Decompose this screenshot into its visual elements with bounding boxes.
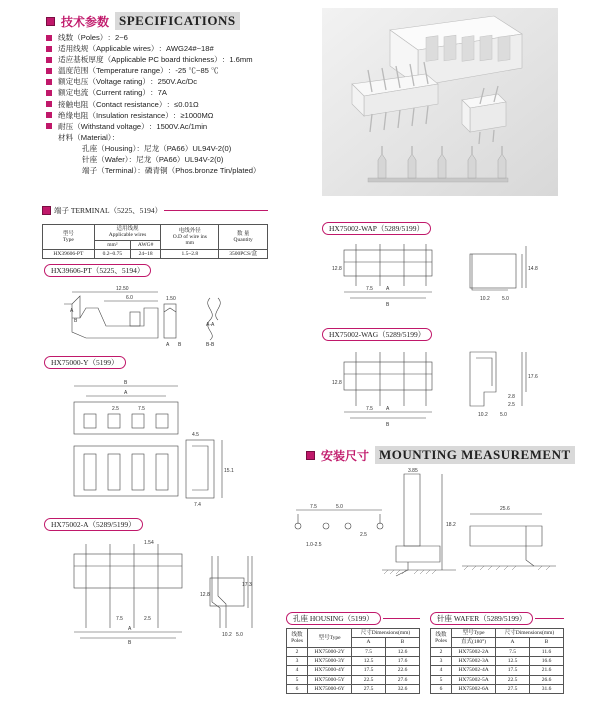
table-row: 3 HX75000-3Y 12.5 17.6 — [287, 656, 420, 665]
wafer-table: 线数 Poles 型号Type 尺寸Dimensions(mm) 直式(180°) A B 2 HX75002-2A 7.5 11.6 3 HX75002-3A 12.5 16.6 4 HX75002-4A 17.5 21.6 5 HX75002-5A 22.5 26.6 6 HX75002-6A 27.5 31.6 — [430, 628, 564, 694]
housing-table: 线数 Poles 型号Type 尺寸Dimensions(mm) A B 2 HX75000-2Y 7.5 12.6 3 HX75000-3Y 12.5 17.6 4 HX75000-4Y 17.5 22.6 5 HX75000-5Y 22.5 27.6 6 HX75000-6Y 27.5 32.6 — [286, 628, 420, 694]
spec-item: 接触电阻 （Contact resistance） ：≤0.01Ω — [46, 99, 316, 110]
wag-title: HX75002-WAG（5289/5199） — [322, 328, 432, 341]
title-square-icon — [306, 451, 315, 460]
terminal-col-od: 电线外径 O.D of wire ins mm — [161, 225, 219, 250]
svg-text:7.5: 7.5 — [310, 504, 317, 510]
housing-col-dim: 尺寸Dimensions(mm) — [352, 629, 420, 638]
svg-text:25.6: 25.6 — [500, 506, 510, 512]
spec-list — [46, 32, 316, 176]
terminal-col-mm2: mm² — [94, 240, 130, 249]
svg-text:12.8: 12.8 — [200, 592, 210, 598]
bullet-icon — [46, 101, 52, 107]
wafer-header: 针座 WAFER（5289/5199） — [430, 612, 564, 625]
a-title: HX75002-A（5289/5199） — [44, 518, 143, 531]
wap-drawing — [330, 240, 550, 310]
svg-text:10.2: 10.2 — [478, 412, 488, 418]
header-square-icon — [42, 206, 51, 215]
svg-text:12.50: 12.50 — [116, 286, 129, 292]
svg-text:17.6: 17.6 — [528, 374, 538, 380]
svg-text:5.0: 5.0 — [236, 632, 243, 638]
product-photo — [322, 8, 558, 196]
svg-text:7.5: 7.5 — [116, 616, 123, 622]
table-row: 6 HX75002-6A 27.5 31.6 — [431, 684, 564, 693]
bullet-icon — [46, 90, 52, 96]
svg-text:12.8: 12.8 — [332, 266, 342, 272]
housing-drawing — [46, 376, 246, 508]
spec-item: 适用线规 （Applicable wires） ：AWG24#~18# — [46, 43, 316, 54]
spec-material: 针座（Wafer）：尼龙（PA66）UL94V-2(0) — [82, 155, 224, 165]
svg-text:B: B — [124, 380, 128, 386]
svg-text:18.2: 18.2 — [446, 522, 456, 528]
svg-text:2.5: 2.5 — [360, 532, 367, 538]
housing-header: 孔座 HOUSING（5199） — [286, 612, 420, 625]
terminal-table — [42, 224, 268, 259]
svg-text:7.4: 7.4 — [194, 502, 201, 508]
mounting-title-cn: 安装尺寸 — [321, 448, 370, 463]
spec-material: 端子（Terminal）：磷青铜（Phos.bronze Tin/plated） — [82, 166, 261, 176]
svg-text:2.5: 2.5 — [508, 402, 515, 408]
table-row: 6 HX75000-6Y 27.5 32.6 — [287, 684, 420, 693]
svg-text:A: A — [124, 390, 128, 396]
svg-text:A-A: A-A — [206, 322, 215, 328]
bullet-icon — [46, 35, 52, 41]
svg-text:B: B — [74, 318, 78, 324]
mounting-drawing — [286, 466, 566, 586]
wafer-col-dim: 尺寸Dimensions(mm) — [496, 629, 564, 638]
bullet-icon — [46, 46, 52, 52]
specs-title-en: SPECIFICATIONS — [115, 12, 240, 30]
spec-item: 温度范围 （Temperature range） ：-25 ℃~85 ℃ — [46, 65, 316, 76]
svg-text:B: B — [386, 422, 390, 428]
svg-text:14.8: 14.8 — [528, 266, 538, 272]
svg-text:10.2: 10.2 — [480, 296, 490, 302]
svg-text:7.5: 7.5 — [138, 406, 145, 412]
svg-text:2.5: 2.5 — [112, 406, 119, 412]
terminal-col-wire: 适用线规 Applicable wires — [94, 225, 161, 241]
title-square-icon — [46, 17, 55, 26]
spec-item: 额定电压 （Voltage rating） ：250V.Ac/Dc — [46, 76, 316, 87]
svg-text:6.0: 6.0 — [126, 295, 133, 301]
svg-text:A: A — [128, 626, 132, 632]
bullet-icon — [46, 79, 52, 85]
spec-item: 绝缘电阻 （Insulation resistance） ：≥1000MΩ — [46, 110, 316, 121]
spec-item: 额定电流 （Current rating） ：7A — [46, 87, 316, 98]
svg-text:B-B: B-B — [206, 342, 215, 348]
wafer-col-type: 型号Type — [452, 629, 496, 638]
specs-title-cn: 技术参数 — [61, 14, 110, 29]
svg-text:15.1: 15.1 — [224, 468, 234, 474]
table-row: 5 HX75000-5Y 22.5 27.6 — [287, 675, 420, 684]
bullet-icon — [46, 123, 52, 129]
table-row: 3 HX75002-3A 12.5 16.6 — [431, 656, 564, 665]
mounting-title — [306, 446, 575, 464]
svg-text:5.0: 5.0 — [500, 412, 507, 418]
wafer-col-poles: 线数 Poles — [431, 629, 452, 648]
svg-text:2.5: 2.5 — [144, 616, 151, 622]
svg-text:4.5: 4.5 — [192, 432, 199, 438]
svg-text:3.85: 3.85 — [408, 468, 418, 474]
svg-text:7.5: 7.5 — [366, 286, 373, 292]
terminal-drawing — [46, 282, 246, 348]
svg-text:B: B — [128, 640, 132, 646]
wafer-drawing — [46, 536, 256, 646]
spec-material-label: 材料（Material）： — [58, 132, 120, 142]
spec-material: 孔座（Housing）：尼龙（PA66）UL94V-2(0) — [82, 143, 232, 153]
svg-text:2.8: 2.8 — [508, 394, 515, 400]
terminal-header: 端子 TERMINAL（5225、5194） — [42, 205, 268, 216]
wag-drawing — [330, 348, 550, 426]
svg-text:7.5: 7.5 — [366, 406, 373, 412]
spec-item: 耐压 （Withstand voltage） ：1500V.Ac/1min — [46, 121, 316, 132]
table-row: 2 HX75000-2Y 7.5 12.6 — [287, 647, 420, 656]
pt-title: HX39606-PT（5225、5194） — [44, 264, 151, 277]
svg-text:5.0: 5.0 — [502, 296, 509, 302]
svg-text:A: A — [70, 308, 74, 314]
spec-item: 适应基板厚度 （Applicable PC board thickness） ：1.6mm — [46, 54, 316, 65]
spec-item: 线数 （Poles） ：2~6 — [46, 32, 316, 43]
svg-text:17.3: 17.3 — [242, 582, 252, 588]
terminal-col-type: 型号 Type — [43, 225, 95, 250]
svg-text:10.2: 10.2 — [222, 632, 232, 638]
table-row: HX39606-PT 0.2~0.75 24~18 1.5~2.8 3500PCS/盒 — [43, 249, 268, 258]
wap-title: HX75002-WAP（5289/5199） — [322, 222, 431, 235]
svg-text:1.0-2.5: 1.0-2.5 — [306, 542, 322, 548]
specs-title — [46, 12, 240, 30]
svg-text:B: B — [386, 302, 390, 308]
terminal-col-awg: AWG# — [131, 240, 161, 249]
svg-text:A: A — [386, 406, 390, 412]
housing-col-type: 型号Type — [308, 629, 352, 648]
svg-text:12.8: 12.8 — [332, 380, 342, 386]
bullet-icon — [46, 112, 52, 118]
mounting-title-en: MOUNTING MEASUREMENT — [375, 446, 575, 464]
svg-text:1.54: 1.54 — [144, 540, 154, 546]
svg-text:A: A — [166, 342, 170, 348]
table-row: 5 HX75002-5A 22.5 26.6 — [431, 675, 564, 684]
svg-text:1.50: 1.50 — [166, 296, 176, 302]
housing-col-poles: 线数 Poles — [287, 629, 308, 648]
bullet-icon — [46, 68, 52, 74]
svg-text:5.0: 5.0 — [336, 504, 343, 510]
table-row: 4 HX75002-4A 17.5 21.6 — [431, 666, 564, 675]
table-row: 4 HX75000-4Y 17.5 22.6 — [287, 666, 420, 675]
svg-text:B: B — [178, 342, 182, 348]
svg-text:A: A — [386, 286, 390, 292]
y-title: HX75000-Y（5199） — [44, 356, 126, 369]
table-row: 2 HX75002-2A 7.5 11.6 — [431, 647, 564, 656]
bullet-icon — [46, 57, 52, 63]
terminal-col-qty: 数 量 Quantity — [219, 225, 268, 250]
